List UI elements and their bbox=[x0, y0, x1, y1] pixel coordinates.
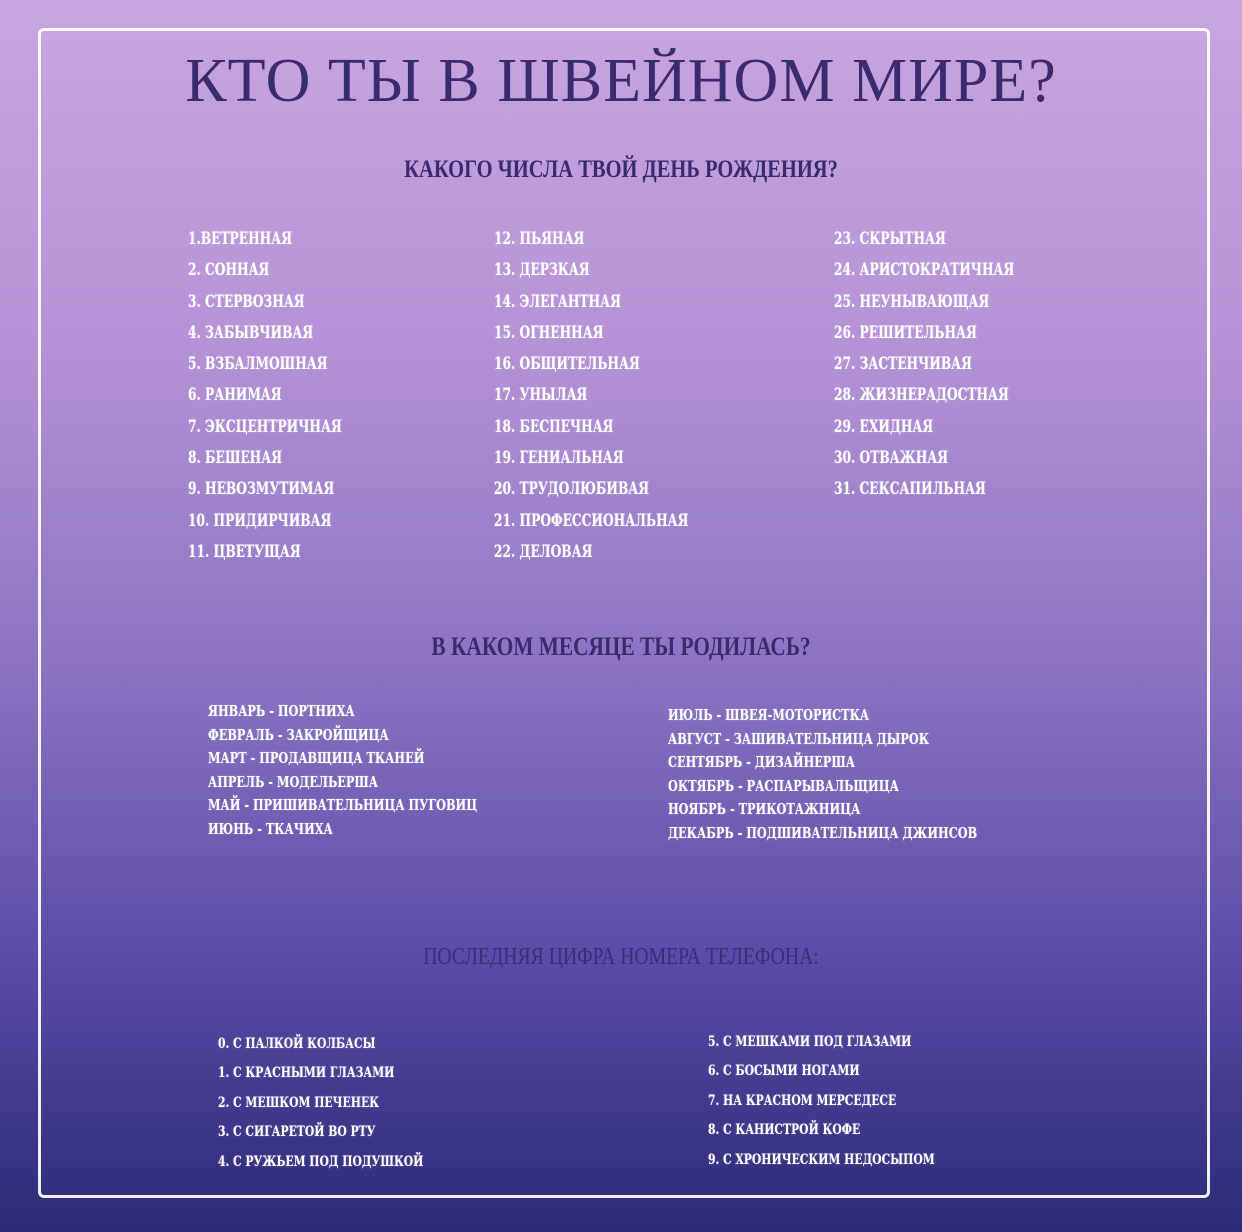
month-list-2 bbox=[668, 704, 1064, 846]
phone-item: 4. С РУЖЬЕМ ПОД ПОДУШКОЙ bbox=[218, 1153, 424, 1170]
birthday-item: 9. НЕВОЗМУТИМАЯ bbox=[188, 479, 335, 500]
phone-item: 8. С КАНИСТРОЙ КОФЕ bbox=[708, 1122, 861, 1139]
month-item: АВГУСТ - ЗАШИВАТЕЛЬНИЦА ДЫРОК bbox=[668, 730, 930, 748]
birthday-list-1 bbox=[188, 224, 402, 568]
phone-item: 1. С КРАСНЫМИ ГЛАЗАМИ bbox=[218, 1065, 395, 1082]
birthday-item: 18. БЕСПЕЧНАЯ bbox=[494, 416, 614, 437]
birthday-item: 2. СОННАЯ bbox=[188, 260, 270, 281]
phone-list-1 bbox=[218, 1030, 475, 1177]
birthday-item: 31. СЕКСАПИЛЬНАЯ bbox=[834, 479, 986, 500]
birthday-item: 5. ВЗБАЛМОШНАЯ bbox=[188, 354, 328, 375]
month-item: МАЙ - ПРИШИВАТЕЛЬНИЦА ПУГОВИЦ bbox=[208, 797, 478, 815]
birthday-item: 10. ПРИДИРЧИВАЯ bbox=[188, 510, 332, 531]
month-item: ЯНВАРЬ - ПОРТНИХА bbox=[208, 703, 355, 720]
birthday-item: 4. ЗАБЫВЧИВАЯ bbox=[188, 322, 314, 343]
birthday-item: 24. АРИСТОКРАТИЧНАЯ bbox=[834, 260, 1015, 281]
birthday-item: 11. ЦВЕТУЩАЯ bbox=[188, 541, 301, 562]
birthday-item: 15. ОГНЕННАЯ bbox=[494, 322, 604, 343]
phone-item: 7. НА КРАСНОМ МЕРСЕДЕСЕ bbox=[708, 1092, 897, 1109]
month-item: СЕНТЯБРЬ - ДИЗАЙНЕРША bbox=[668, 754, 855, 772]
month-item: ДЕКАБРЬ - ПОДШИВАТЕЛЬНИЦА ДЖИНСОВ bbox=[668, 824, 978, 842]
phone-item: 6. С БОСЫМИ НОГАМИ bbox=[708, 1063, 860, 1080]
birthday-item: 21. ПРОФЕССИОНАЛЬНАЯ bbox=[494, 510, 689, 531]
birthday-item: 30. ОТВАЖНАЯ bbox=[834, 448, 949, 469]
birthday-list-3 bbox=[834, 224, 1084, 506]
month-item: НОЯБРЬ - ТРИКОТАЖНИЦА bbox=[668, 801, 861, 819]
month-item: МАРТ - ПРОДАВЩИЦА ТКАНЕЙ bbox=[208, 750, 425, 768]
birthday-item: 27. ЗАСТЕНЧИВАЯ bbox=[834, 354, 972, 375]
phone-item: 2. С МЕШКОМ ПЕЧЕНЕК bbox=[218, 1094, 380, 1111]
birthday-list-2 bbox=[494, 224, 764, 568]
phone-item: 9. С ХРОНИЧЕСКИМ НЕДОСЫПОМ bbox=[708, 1151, 935, 1168]
birthday-heading: КАКОГО ЧИСЛА ТВОЙ ДЕНЬ РОЖДЕНИЯ? bbox=[404, 156, 838, 183]
birthday-item: 25. НЕУНЫВАЮЩАЯ bbox=[834, 291, 990, 312]
birthday-item: 8. БЕШЕНАЯ bbox=[188, 448, 283, 469]
month-list-1 bbox=[208, 700, 553, 842]
birthday-item: 16. ОБЩИТЕЛЬНАЯ bbox=[494, 354, 640, 375]
birthday-item: 28. ЖИЗНЕРАДОСТНАЯ bbox=[834, 385, 1009, 406]
birthday-item: 1.ВЕТРЕННАЯ bbox=[188, 229, 292, 249]
month-item: ОКТЯБРЬ - РАСПАРЫВАЛЬЩИЦА bbox=[668, 777, 899, 795]
birthday-item: 3. СТЕРВОЗНАЯ bbox=[188, 291, 305, 312]
birthday-item: 20. ТРУДОЛЮБИВАЯ bbox=[494, 479, 650, 500]
poster-frame bbox=[38, 28, 1210, 1198]
month-item: АПРЕЛЬ - МОДЕЛЬЕРША bbox=[208, 773, 378, 791]
poster-title: КТО ТЫ В ШВЕЙНОМ МИРЕ? bbox=[185, 47, 1057, 115]
phone-list-2 bbox=[708, 1028, 991, 1175]
birthday-item: 23. СКРЫТНАЯ bbox=[834, 229, 946, 249]
birthday-item: 26. РЕШИТЕЛЬНАЯ bbox=[834, 322, 977, 343]
birthday-item: 29. ЕХИДНАЯ bbox=[834, 416, 934, 437]
month-item: ИЮЛЬ - ШВЕЯ-МОТОРИСТКА bbox=[668, 707, 870, 724]
phone-item: 0. С ПАЛКОЙ КОЛБАСЫ bbox=[218, 1036, 376, 1052]
birthday-item: 22. ДЕЛОВАЯ bbox=[494, 541, 593, 562]
birthday-item: 13. ДЕРЗКАЯ bbox=[494, 260, 590, 281]
phone-heading: ПОСЛЕДНЯЯ ЦИФРА НОМЕРА ТЕЛЕФОНА: bbox=[423, 944, 819, 970]
birthday-item: 17. УНЫЛАЯ bbox=[494, 385, 588, 406]
month-heading: В КАКОМ МЕСЯЦЕ ТЫ РОДИЛАСЬ? bbox=[431, 632, 811, 661]
birthday-item: 6. РАНИМАЯ bbox=[188, 385, 282, 406]
month-item: ИЮНЬ - ТКАЧИХА bbox=[208, 820, 333, 838]
phone-item: 5. С МЕШКАМИ ПОД ГЛАЗАМИ bbox=[708, 1034, 912, 1050]
birthday-item: 7. ЭКСЦЕНТРИЧНАЯ bbox=[188, 416, 342, 437]
month-item: ФЕВРАЛЬ - ЗАКРОЙЩИЦА bbox=[208, 726, 389, 744]
birthday-item: 19. ГЕНИАЛЬНАЯ bbox=[494, 448, 624, 469]
birthday-item: 12. ПЬЯНАЯ bbox=[494, 229, 585, 249]
birthday-item: 14. ЭЛЕГАНТНАЯ bbox=[494, 291, 621, 312]
phone-item: 3. С СИГАРЕТОЙ ВО РТУ bbox=[218, 1124, 376, 1141]
